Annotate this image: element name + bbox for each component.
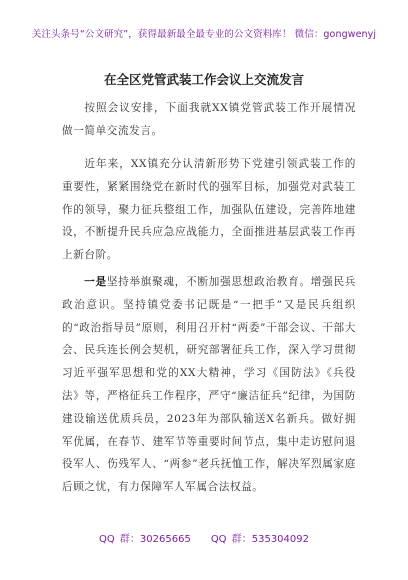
document-title: 在全区党管武装工作会议上交流发言 <box>103 72 304 87</box>
footer-qq-group-2: QQ 群：535304092 <box>210 534 309 545</box>
paragraph-text: 坚持举旗聚魂，不断加强思想政治教育。增强民兵政治意识。坚持镇党委书记既是“一把手”又是民兵组织的“政治指导员”原则，利用召开村“两委”干部会议、干部大会、民兵连长例会契机，研究部署征兵工作，深入学习贯彻习近平强军思想和党的XX大精神，学习《国防法》《兵役法》等，严格征兵工作程序，严守“廉洁征兵”纪律，为国防建设输送优质兵员，2023年为部队输送X名新兵。做好拥军优属，在春节、建军节等重要时间节点，集中走访慰问退役军人、伤残军人、“两参”老兵抚恤工作，解决军烈属家庭后顾之忧，有力保障军人军属合法权益。 <box>62 276 356 494</box>
paragraph-text: 按照会议安排，下面我就XX镇党管武装工作开展情况做一简单交流发言。 <box>62 102 356 137</box>
paragraph-overview <box>62 153 356 267</box>
footer-qq-group-1: QQ 群：30265665 <box>98 534 191 545</box>
paragraph-text: 近年来，XX镇充分认清新形势下党建引领武装工作的重要性，紧紧围绕党在新时代的强军目标，加强党对武装工作的领导，聚力征兵整组工作，加强队伍建设，完善阵地建设，不断提升民兵应急应战能力，全面推进基层武装工作再上新台阶。 <box>62 158 356 262</box>
paragraph-lead: 一是 <box>84 276 107 288</box>
header-banner: 关注头条号“公文研究”，获得最新最全最专业的公文资料库！ 微信：gongwenyj <box>31 29 377 40</box>
paragraph-intro <box>62 97 356 143</box>
paragraph-point-one <box>62 271 356 499</box>
footer-contact <box>0 530 408 545</box>
